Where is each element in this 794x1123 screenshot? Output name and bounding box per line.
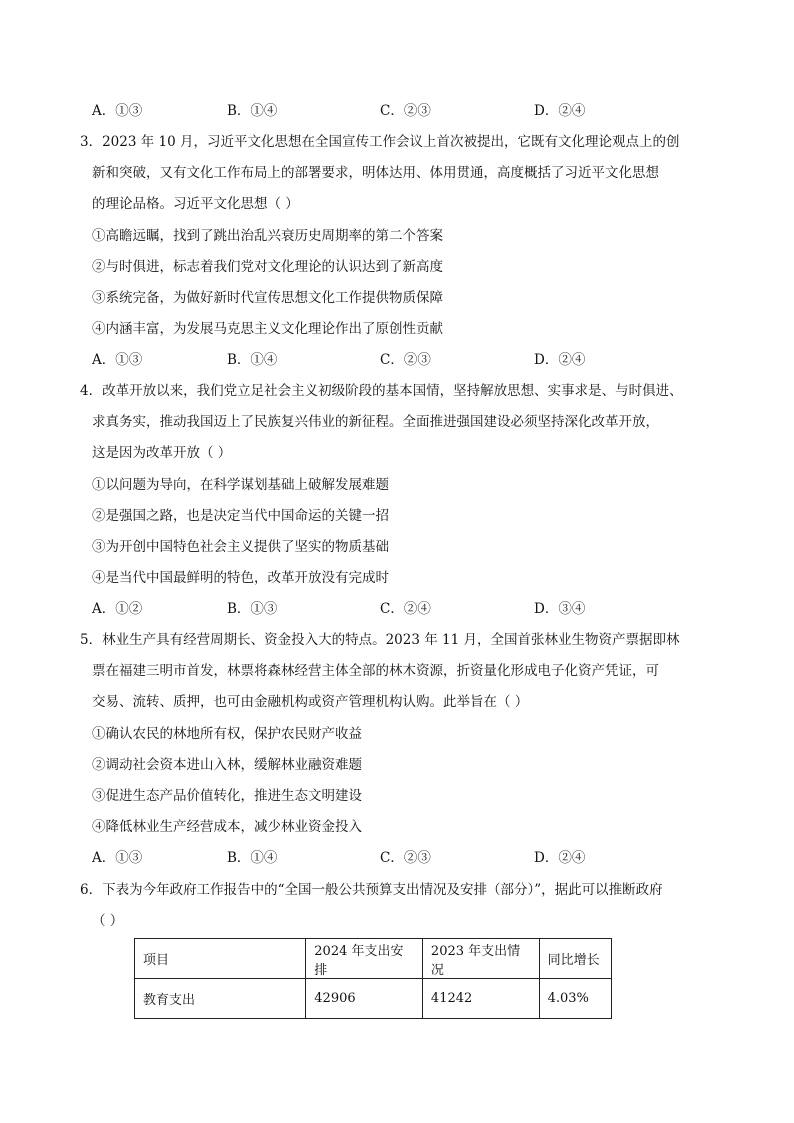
q6-stem-line-2: （ ） bbox=[92, 913, 124, 929]
choice-d[interactable]: D．②④ bbox=[534, 103, 586, 119]
q3-stem-line-3: 的理论品格。习近平文化思想（ ） bbox=[92, 196, 299, 212]
q4-statement-3: ③为开创中国特色社会主义提供了坚实的物质基础 bbox=[92, 539, 389, 555]
q6-stem-line-1: 6．下表为今年政府工作报告中的“全国一般公共预算支出情况及安排（部分）”，据此可以推断政府 bbox=[80, 882, 663, 898]
choice-a[interactable]: A．①③ bbox=[92, 103, 143, 119]
q4-stem-line-2: 求真务实，推动我国迈上了民族复兴伟业的新征程。全面推进强国建设必须坚持深化改革开放， bbox=[92, 414, 659, 430]
choice-d[interactable]: D．②④ bbox=[534, 352, 586, 368]
choice-a[interactable]: A．①② bbox=[92, 601, 143, 617]
table-cell: 教育支出 bbox=[135, 979, 306, 1019]
table-cell: 4.03% bbox=[539, 979, 611, 1019]
choice-d[interactable]: D．②④ bbox=[534, 850, 586, 866]
q3-statement-2: ②与时俱进，标志着我们党对文化理论的认识达到了新高度 bbox=[92, 259, 443, 275]
q5-choices bbox=[0, 848, 794, 868]
table-header-cell: 2024 年支出安排 bbox=[306, 939, 423, 979]
q5-stem-line-2: 票在福建三明市首发，林票将森林经营主体全部的林木资源，折资量化形成电子化资产凭证，可 bbox=[92, 663, 659, 679]
q4-statement-4: ④是当代中国最鲜明的特色，改革开放没有完成时 bbox=[92, 570, 389, 586]
choice-c[interactable]: C．②③ bbox=[380, 103, 431, 119]
table-cell: 41242 bbox=[422, 979, 539, 1019]
q2-choices bbox=[0, 101, 794, 121]
q3-statement-3: ③系统完备，为做好新时代宣传思想文化工作提供物质保障 bbox=[92, 290, 443, 306]
q3-stem-line-2: 新和突破，又有文化工作布局上的部署要求，明体达用、体用贯通，高度概括了习近平文化思想 bbox=[92, 165, 659, 181]
q5-statement-1: ①确认农民的林地所有权，保护农民财产收益 bbox=[92, 726, 362, 742]
table-header-cell: 项目 bbox=[135, 939, 306, 979]
table-cell: 42906 bbox=[306, 979, 423, 1019]
choice-b[interactable]: B．①④ bbox=[227, 352, 278, 368]
choice-c[interactable]: C．②③ bbox=[380, 850, 431, 866]
q5-statement-3: ③促进生态产品价值转化，推进生态文明建设 bbox=[92, 788, 362, 804]
table-header-cell: 同比增长 bbox=[539, 939, 611, 979]
q4-choices bbox=[0, 599, 794, 619]
table-header-cell: 2023 年支出情况 bbox=[422, 939, 539, 979]
table-header-row bbox=[135, 939, 612, 979]
choice-b[interactable]: B．①④ bbox=[227, 850, 278, 866]
table-row bbox=[135, 979, 612, 1019]
q5-stem-line-3: 交易、流转、质押，也可由金融机构或资产管理机构认购。此举旨在（ ） bbox=[92, 694, 529, 710]
q3-stem-line-1: 3．2023 年 10 月，习近平文化思想在全国宣传工作会议上首次被提出，它既有文化理论观点上的创 bbox=[80, 134, 680, 150]
choice-b[interactable]: B．①④ bbox=[227, 103, 278, 119]
q5-statement-2: ②调动社会资本进山入林，缓解林业融资难题 bbox=[92, 757, 362, 773]
q5-statement-4: ④降低林业生产经营成本，减少林业资金投入 bbox=[92, 819, 362, 835]
choice-a[interactable]: A．①③ bbox=[92, 850, 143, 866]
choice-b[interactable]: B．①③ bbox=[227, 601, 278, 617]
q4-stem-line-3: 这是因为改革开放（ ） bbox=[92, 445, 232, 461]
q5-stem-line-1: 5．林业生产具有经营周期长、资金投入大的特点。2023 年 11 月，全国首张林业生物资产票据即林 bbox=[80, 632, 680, 648]
q4-statement-2: ②是强国之路，也是决定当代中国命运的关键一招 bbox=[92, 508, 389, 524]
choice-a[interactable]: A．①③ bbox=[92, 352, 143, 368]
choice-d[interactable]: D．③④ bbox=[534, 601, 586, 617]
q3-choices bbox=[0, 350, 794, 370]
choice-c[interactable]: C．②④ bbox=[380, 601, 431, 617]
q3-statement-4: ④内涵丰富，为发展马克思主义文化理论作出了原创性贡献 bbox=[92, 321, 443, 337]
budget-table bbox=[134, 938, 612, 1019]
q3-statement-1: ①高瞻远瞩，找到了跳出治乱兴衰历史周期率的第二个答案 bbox=[92, 228, 443, 244]
choice-c[interactable]: C．②③ bbox=[380, 352, 431, 368]
q4-statement-1: ①以问题为导向，在科学谋划基础上破解发展难题 bbox=[92, 477, 389, 493]
q4-stem-line-1: 4．改革开放以来，我们党立足社会主义初级阶段的基本国情，坚持解放思想、实事求是、与时俱进、 bbox=[80, 383, 683, 399]
